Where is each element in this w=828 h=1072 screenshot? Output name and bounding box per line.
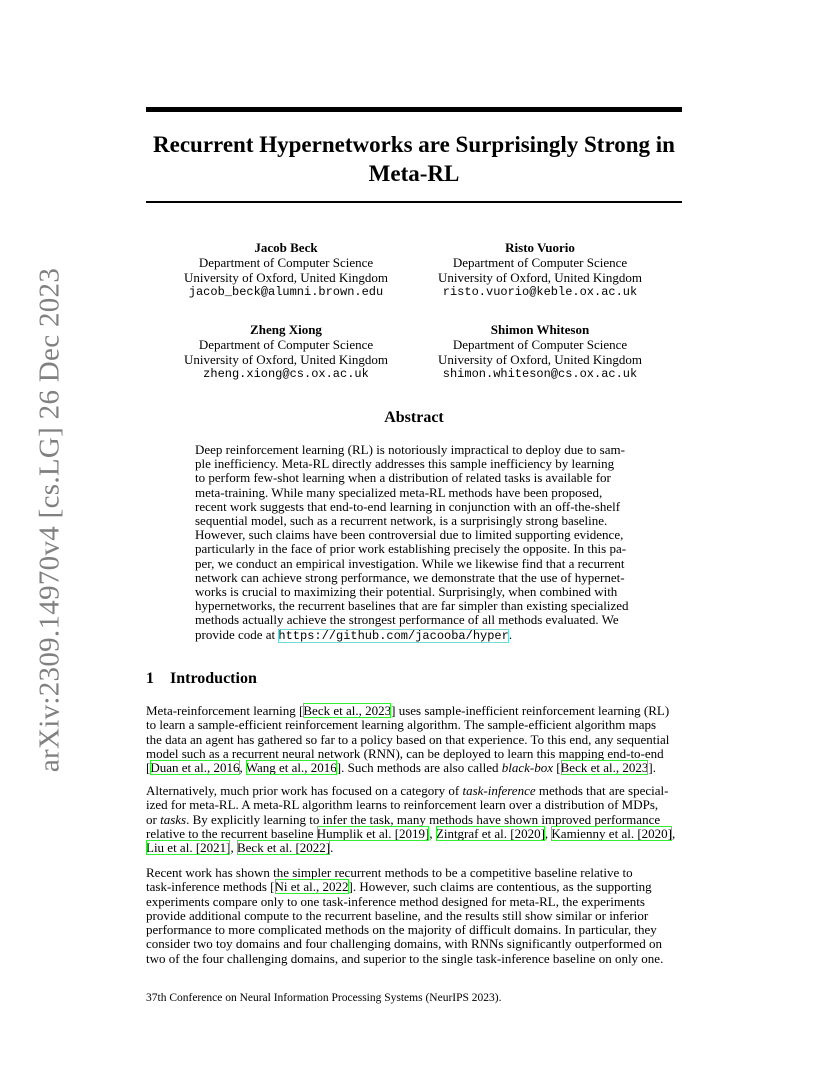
- citation-link[interactable]: Beck et al., 2023: [560, 760, 649, 776]
- text-line: to learn a sample-efficient reinforcement learning algorithm. The sample-efficient algorithm maps: [146, 717, 657, 733]
- citation-link[interactable]: Kamienny et al. [2020]: [551, 825, 672, 841]
- title-top-rule: [146, 107, 682, 112]
- abstract-line: recent work suggests that end-to-end learning in conjunction with an off-the-shelf: [195, 498, 621, 514]
- abstract-line: meta-training. While many specialized meta-RL methods have been proposed,: [195, 484, 603, 500]
- author-email[interactable]: shimon.whiteson@cs.ox.ac.uk: [442, 367, 638, 381]
- author-dept: Department of Computer Science: [452, 255, 628, 270]
- text-run: methods that are special-: [535, 783, 669, 798]
- abstract-line: particularly in the face of prior work establishing precisely the opposite. In this pa-: [195, 541, 627, 557]
- text-run: Meta-reinforcement learning [: [146, 703, 304, 718]
- author-name: Risto Vuorio: [505, 240, 575, 255]
- title-line-2: Meta-RL: [368, 161, 460, 186]
- author-block: [156, 240, 416, 300]
- emphasis-text: black-box: [501, 760, 554, 776]
- abstract-heading: Abstract: [384, 409, 444, 426]
- text-line: [146, 704, 682, 718]
- paper-title: [146, 130, 682, 188]
- abstract-line: per, we conduct an empirical investigation. While we likewise find that a recurrent: [195, 555, 625, 571]
- abstract-body: [195, 443, 635, 643]
- citation-link[interactable]: Ni et al., 2022: [274, 879, 349, 895]
- author-affiliation: University of Oxford, United Kingdom: [437, 352, 642, 367]
- text-line: [146, 880, 682, 894]
- text-run: ,: [671, 825, 676, 841]
- author-dept: Department of Computer Science: [198, 337, 374, 352]
- text-line: provide additional compute to the recurrent baseline, and the results still show similar or inferior: [146, 907, 649, 923]
- title-bottom-rule: [146, 201, 682, 203]
- paragraph: [146, 866, 682, 966]
- text-run: ,: [239, 760, 246, 776]
- citation-link[interactable]: Zintgraf et al. [2020]: [435, 825, 545, 841]
- arxiv-id-text: arXiv:2309.14970v4 [cs.LG] 26 Dec 2023: [33, 267, 66, 773]
- text-line: [146, 784, 682, 798]
- text-run: .: [330, 840, 334, 856]
- abstract-line: Deep reinforcement learning (RL) is notoriously impractical to deploy due to sam-: [195, 442, 625, 457]
- text-line: ized for meta-RL. A meta-RL algorithm learns to reinforcement learn over a distribution of MDPs,: [146, 797, 659, 813]
- citation-link[interactable]: Duan et al., 2016: [150, 760, 240, 776]
- conference-footnote: 37th Conference on Neural Information Processing Systems (NeurIPS 2023).: [146, 992, 502, 1004]
- author-name: Jacob Beck: [254, 240, 318, 255]
- text-line: [146, 813, 682, 827]
- text-run: ,: [544, 825, 552, 841]
- text-run: ,: [230, 840, 237, 856]
- author-affiliation: University of Oxford, United Kingdom: [437, 270, 642, 285]
- author-dept: Department of Computer Science: [452, 337, 628, 352]
- abstract-line-last: [195, 628, 635, 643]
- abstract-line: sequential model, such as a recurrent network, is a surprisingly strong baseline.: [195, 513, 608, 529]
- text-run: ] uses sample-inefficient reinforcement learning (RL): [391, 703, 670, 718]
- abstract-text: .: [508, 626, 513, 642]
- abstract-line: works is crucial to maximizing their potential. Surprisingly, when combined with: [195, 584, 618, 600]
- text-line: Recent work has shown the simpler recurrent methods to be a competitive baseline relative to: [146, 865, 633, 880]
- author-email[interactable]: risto.vuorio@keble.ox.ac.uk: [442, 285, 638, 299]
- text-line: experiments compare only to one task-inference method designed for meta-RL, the experiments: [146, 893, 645, 909]
- citation-link[interactable]: Beck et al., 2023: [303, 703, 392, 718]
- author-dept: Department of Computer Science: [198, 255, 374, 270]
- text-run: ].: [648, 760, 656, 776]
- text-run: relative to the recurrent baseline: [146, 825, 317, 841]
- abstract-line: to perform few-shot learning when a distribution of related tasks is available for: [195, 470, 611, 486]
- author-block: [156, 322, 416, 382]
- title-line-1: Recurrent Hypernetworks are Surprisingly Strong in: [153, 132, 675, 157]
- citation-link[interactable]: Beck et al. [2022]: [236, 840, 331, 856]
- text-line: the data an agent has gathered so far to a policy based on that experience. To this end, any sequential: [146, 731, 670, 747]
- citation-link[interactable]: Humplik et al. [2019]: [316, 825, 430, 841]
- text-line: [146, 761, 682, 775]
- abstract-line: network can achieve strong performance, we demonstrate that the use of hypernet-: [195, 569, 625, 585]
- section-title: Introduction: [170, 670, 257, 687]
- text-line: consider two toy domains and four challenging domains, with RNNs significantly outperformed on: [146, 936, 662, 952]
- text-run: [: [146, 760, 151, 776]
- abstract-line: ple inefficiency. Meta-RL directly addresses this sample inefficiency by learning: [195, 456, 615, 472]
- text-run: ]. However, such claims are contentious, as the supporting: [348, 879, 652, 895]
- abstract-line: However, such claims have been controversial due to limited supporting evidence,: [195, 527, 624, 543]
- text-line: performance to more complicated methods on the majority of difficult domains. In particular, they: [146, 922, 657, 938]
- paragraph: [146, 784, 682, 855]
- text-line: two of the four challenging domains, and superior to the single task-inference baseline on only one.: [146, 950, 664, 966]
- author-block: [410, 240, 670, 300]
- citation-link[interactable]: Wang et al., 2016: [245, 760, 337, 776]
- code-url-link[interactable]: https://github.com/jacooba/hyper: [278, 628, 509, 643]
- author-email[interactable]: zheng.xiong@cs.ox.ac.uk: [203, 367, 369, 381]
- text-run: [: [553, 760, 561, 776]
- author-name: Shimon Whiteson: [490, 322, 590, 337]
- text-line: model such as a recurrent neural network (RNN), can be deployed to learn this mapping end-to-end: [146, 745, 664, 761]
- emphasis-text: task-inference: [462, 783, 536, 798]
- author-affiliation: University of Oxford, United Kingdom: [183, 270, 388, 285]
- author-email[interactable]: jacob_beck@alumni.brown.edu: [188, 285, 384, 299]
- abstract-line: hypernetworks, the recurrent baselines that are far simpler than existing specialized: [195, 598, 629, 614]
- emphasis-text: tasks: [160, 811, 187, 827]
- text-run: ]. Such methods are also called: [336, 760, 502, 776]
- section-number: 1: [146, 670, 154, 687]
- text-run: ,: [429, 825, 436, 841]
- author-name: Zheng Xiong: [250, 322, 322, 337]
- paragraph: [146, 704, 682, 775]
- citation-link[interactable]: Liu et al. [2021]: [146, 840, 231, 856]
- author-affiliation: University of Oxford, United Kingdom: [183, 352, 388, 367]
- text-run: . By explicitly learning to infer the task, many methods have shown improved performance: [186, 811, 661, 827]
- text-run: task-inference methods [: [146, 879, 275, 895]
- text-line: [146, 827, 682, 841]
- text-run: Alternatively, much prior work has focused on a category of: [146, 783, 463, 798]
- abstract-text: provide code at: [195, 626, 279, 642]
- text-line: [146, 841, 682, 855]
- section-heading: [146, 670, 257, 688]
- text-run: or: [146, 811, 161, 827]
- abstract-line: methods actually achieve the strongest performance of all methods evaluated. We: [195, 612, 619, 628]
- author-block: [410, 322, 670, 382]
